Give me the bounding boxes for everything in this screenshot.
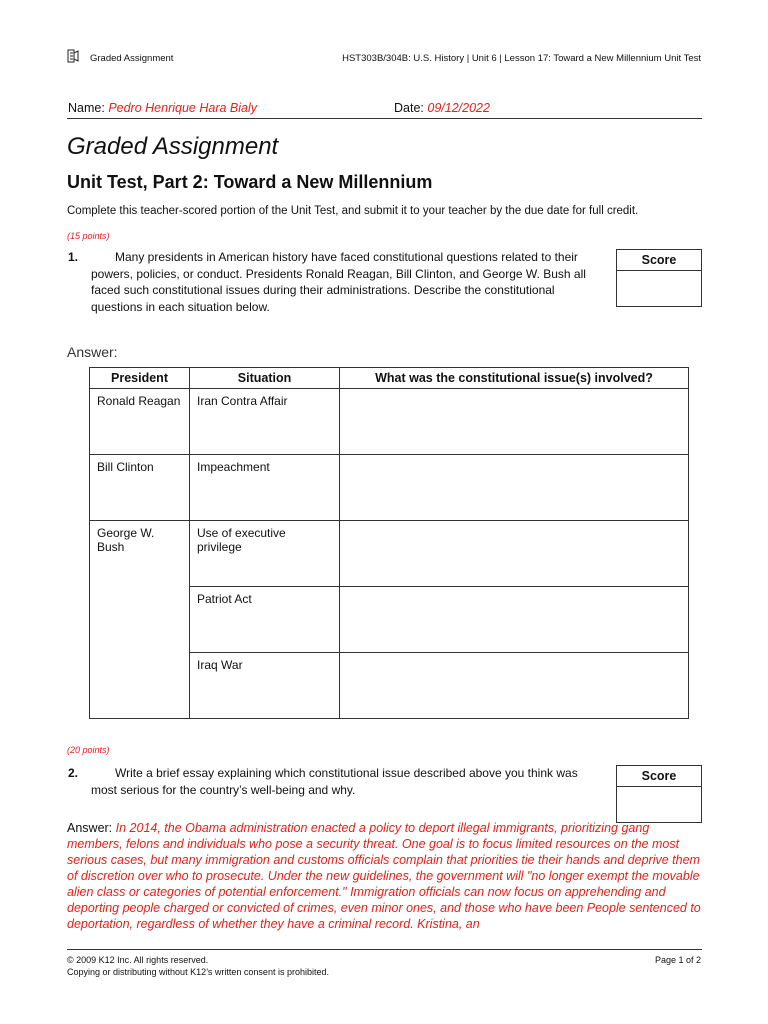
date-label: Date: [394, 101, 424, 115]
situation-cell: Use of executive privilege [190, 521, 340, 587]
instructions: Complete this teacher-scored portion of the Unit Test, and submit it to your teacher by the due date for full credit. [67, 205, 639, 217]
page-title: Graded Assignment [67, 133, 279, 160]
situation-cell: Iraq War [190, 653, 340, 719]
q1-text-content: Many presidents in American history have faced constitutional questions related to their powers, policies, or conduct. Presidents Ronald Reagan, Bill Clinton, and George W. Bush all faced such constitutional issues during their administrations. Describe the constitutional questions in each situation below. [91, 250, 586, 314]
q2-answer-label: Answer: [67, 821, 113, 835]
q2-answer-text: In 2014, the Obama administration enacted a policy to deport illegal immigrants, prioritizing gang members, felons and individuals who pose a security threat. One goal is to focus limited resources on the most serious cases, but many immigration and customs officials complain that priorities tie their hands and deprive them of discretion over who to prosecute. Under the new guidelines, the government will "no longer exempt the movable alien class or categories of potential enforcement." Immigration officials can now focus on apprehending and deporting people charged or convicted of crimes, even minor ones, and those who have been People sentenced to deportation, regardless of whether they have a criminal record. Kristina, an [67, 821, 701, 931]
name-label: Name: [68, 101, 105, 115]
page-number: Page 1 of 2 [654, 955, 701, 965]
table-header-row [90, 368, 689, 389]
q2-answer[interactable] [67, 820, 707, 932]
name-value: Pedro Henrique Hara Bialy [108, 101, 258, 115]
table-row [90, 455, 689, 521]
column-header-president: President [90, 368, 190, 389]
issue-cell[interactable] [340, 587, 689, 653]
copyright: © 2009 K12 Inc. All rights reserved. [67, 955, 209, 965]
president-cell: George W. Bush [90, 521, 190, 719]
q2-text [91, 765, 606, 798]
constitutional-issues-table [89, 367, 689, 719]
table-row [90, 521, 689, 587]
header-divider [67, 118, 702, 119]
q2-score-label: Score [617, 766, 701, 787]
date-field [394, 101, 490, 115]
name-field [68, 101, 257, 115]
president-cell: Bill Clinton [90, 455, 190, 521]
situation-cell: Patriot Act [190, 587, 340, 653]
date-value: 09/12/2022 [427, 101, 490, 115]
table-row [90, 389, 689, 455]
issue-cell[interactable] [340, 455, 689, 521]
q1-answer-label: Answer: [67, 344, 118, 360]
q2-score-box [616, 765, 702, 823]
footer-divider [67, 949, 702, 950]
issue-cell[interactable] [340, 521, 689, 587]
column-header-situation: Situation [190, 368, 340, 389]
column-header-issue: What was the constitutional issue(s) involved? [340, 368, 689, 389]
q1-number: 1. [68, 250, 79, 264]
q1-score-box [616, 249, 702, 307]
situation-cell: Impeachment [190, 455, 340, 521]
q2-points: (20 points) [67, 745, 110, 755]
q1-score-label: Score [617, 250, 701, 271]
situation-cell: Iran Contra Affair [190, 389, 340, 455]
issue-cell[interactable] [340, 653, 689, 719]
copy-notice: Copying or distributing without K12’s written consent is prohibited. [67, 967, 329, 977]
q2-text-content: Write a brief essay explaining which constitutional issue described above you think was most serious for the country’s well-being and why. [91, 766, 578, 797]
page-subtitle: Unit Test, Part 2: Toward a New Millennium [67, 172, 433, 192]
q1-points: (15 points) [67, 231, 110, 241]
president-cell: Ronald Reagan [90, 389, 190, 455]
document-icon [67, 49, 79, 63]
header-title: Graded Assignment [90, 53, 174, 64]
header-course: HST303B/304B: U.S. History | Unit 6 | Lesson 17: Toward a New Millennium Unit Test [342, 53, 701, 64]
q2-number: 2. [68, 766, 79, 780]
q1-text [91, 249, 606, 315]
issue-cell[interactable] [340, 389, 689, 455]
